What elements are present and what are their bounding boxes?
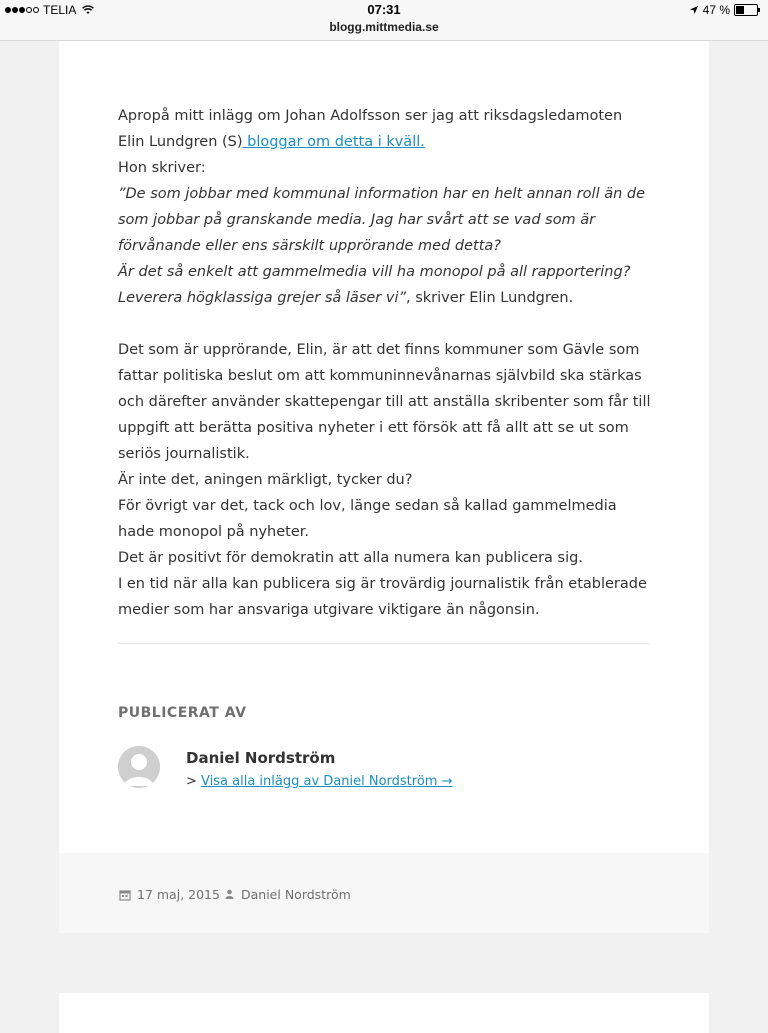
article-body — [118, 103, 653, 623]
divider — [118, 643, 649, 644]
avatar[interactable] — [118, 746, 160, 788]
link-prefix: > — [186, 774, 197, 789]
author-name: Daniel Nordström — [186, 749, 336, 767]
address-bar-url[interactable]: blogg.mittmedia.se — [329, 20, 439, 34]
battery-icon — [734, 4, 758, 16]
blog-link[interactable]: bloggar om detta i kväll. — [242, 134, 425, 150]
user-icon — [224, 889, 235, 900]
quote-paragraph — [118, 181, 653, 259]
post-author[interactable] — [224, 887, 351, 902]
paragraph-text: Apropå mitt inlägg om Johan Adolfsson ser jag att riksdagsledamoten Elin Lundgren (S) — [118, 108, 623, 150]
location-arrow-icon — [689, 5, 699, 15]
paragraph: Är inte det, aningen märkligt, tycker du? — [118, 472, 413, 488]
paragraph — [118, 103, 653, 155]
quote-attribution: , skriver Elin Lundgren. — [406, 290, 574, 306]
post-date[interactable] — [119, 887, 220, 902]
arrow-right-icon: → — [441, 774, 453, 789]
post-author-text: Daniel Nordström — [241, 887, 351, 902]
post-date-text: 17 maj, 2015 — [137, 887, 220, 902]
paragraph: För övrigt var det, tack och lov, länge sedan så kallad gammelmedia hade monopol på nyheter. — [118, 498, 617, 540]
post-meta — [59, 853, 709, 933]
carrier-name: TELIA — [43, 3, 77, 17]
calendar-icon — [119, 889, 131, 901]
default-avatar-icon — [118, 746, 160, 788]
link-label: Visa alla inlägg av Daniel Nordström — [201, 774, 438, 789]
quote-text: ”De som jobbar med kommunal information har en helt annan roll än de som jobbar på granskande media. Jag har svårt att se vad som är förvånande eller ens särskilt upprörande med detta? — [118, 186, 646, 254]
paragraph: I en tid när alla kan publicera sig är trovärdig journalistik från etablerade medier som har ansvariga utgivare viktigare än någonsin. — [118, 576, 647, 618]
status-bar — [0, 0, 768, 41]
battery-percent: 47 % — [702, 3, 730, 17]
author-posts-link-row — [186, 774, 453, 789]
published-by-heading: PUBLICERAT AV — [118, 705, 247, 721]
paragraph: Det som är upprörande, Elin, är att det finns kommuner som Gävle som fattar politiska beslut om att kommuninnevånarnas självbild ska stärkas och därefter använder skattepengar till att anställa skribenter som får till uppgift att berätta positiva nyheter i ett försök att få allt att se ut som seriös journalistik. — [118, 342, 651, 462]
battery-fill — [736, 6, 744, 14]
paragraph: Det är positivt för demokratin att alla numera kan publicera sig. — [118, 550, 583, 566]
clock: 07:31 — [367, 2, 401, 17]
status-right — [689, 3, 758, 17]
paragraph: Hon skriver: — [118, 160, 206, 176]
article-card — [59, 41, 709, 853]
next-article-card — [59, 993, 709, 1033]
quote-text: Är det så enkelt att gammelmedia vill ha monopol på all rapportering? Leverera högklassiga grejer så läser vi” — [118, 264, 631, 306]
quote-paragraph — [118, 259, 653, 311]
view-all-posts-link[interactable] — [201, 774, 452, 789]
